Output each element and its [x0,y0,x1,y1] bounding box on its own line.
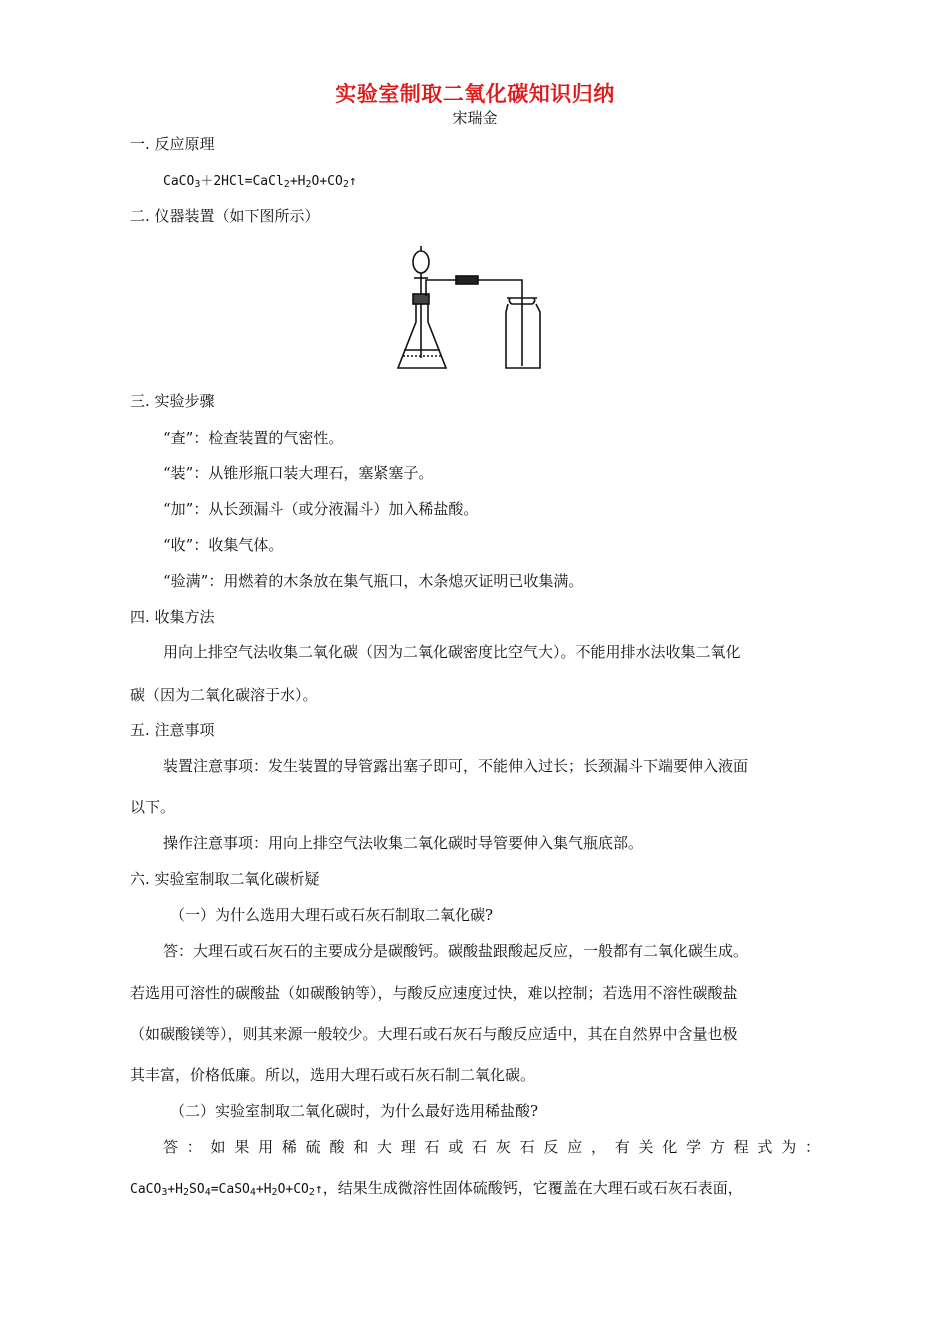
co2-apparatus-figure [390,240,560,375]
collection-text-1: 用向上排空气法收集二氧化碳（因为二氧化碳密度比空气大）。不能用排水法收集二氧化 [163,643,741,661]
collection-text-2: 碳（因为二氧化碳溶于水）。 [130,686,318,704]
step-add-acid: “加”：从长颈漏斗（或分液漏斗）加入稀盐酸。 [163,500,479,518]
answer-2-line-2 [130,1177,820,1198]
section-heading-3: 三. 实验步骤 [130,392,215,410]
apparatus-note-2: 以下。 [130,798,176,816]
section-heading-6: 六. 实验室制取二氧化碳析疑 [130,870,320,888]
page-title: 实验室制取二氧化碳知识归纳 [335,82,615,106]
answer-2-line-1: 答：如果用稀硫酸和大理石或石灰石反应，有关化学方程式为： [163,1138,820,1156]
reaction-equation: $CaCO_3+2HCl=CaCl_2+H_2O+CO_2↑$ [163,174,357,190]
operation-note: 操作注意事项：用向上排空气法收集二氧化碳时导管要伸入集气瓶底部。 [163,834,644,852]
question-1: （一）为什么选用大理石或石灰石制取二氧化碳? [170,906,494,924]
apparatus-note-1: 装置注意事项：发生装置的导管露出塞子即可，不能伸入过长；长颈漏斗下端要伸入液面 [163,757,749,775]
step-test-full: “验满”：用燃着的木条放在集气瓶口，木条熄灭证明已收集满。 [163,572,584,590]
answer-1-line-3: （如碳酸镁等），则其来源一般较少。大理石或石灰石与酸反应适中，其在自然界中含量也极 [130,1025,738,1043]
section-heading-5: 五. 注意事项 [130,721,215,739]
answer-1-line-1: 答：大理石或石灰石的主要成分是碳酸钙。碳酸盐跟酸起反应，一般都有二氧化碳生成。 [163,942,749,960]
answer-1-line-4: 其丰富，价格低廉。所以，选用大理石或石灰石制二氧化碳。 [130,1066,536,1084]
author-name: 宋瑞金 [452,109,498,127]
answer-1-line-2: 若选用可溶性的碳酸盐（如碳酸钠等），与酸反应速度过快，难以控制；若选用不溶性碳酸盐 [130,984,738,1002]
section-heading-2: 二. 仪器装置（如下图所示） [130,207,320,225]
section-heading-1: 一. 反应原理 [130,135,215,153]
question-2: （二）实验室制取二氧化碳时，为什么最好选用稀盐酸? [170,1102,539,1120]
step-check: “查”：检查装置的气密性。 [163,429,344,447]
section-heading-4: 四. 收集方法 [130,608,215,626]
answer-2-tail: ，结果生成微溶性固体硫酸钙，它覆盖在大理石或石灰石表面， [322,1179,743,1197]
sulfuric-acid-equation: $CaCO_3+H_2SO_4=CaSO_4+H_2O+CO_2↑$ [130,1182,323,1198]
step-collect: “收”：收集气体。 [163,536,284,554]
step-load: “装”：从锥形瓶口装大理石，塞紧塞子。 [163,464,434,482]
